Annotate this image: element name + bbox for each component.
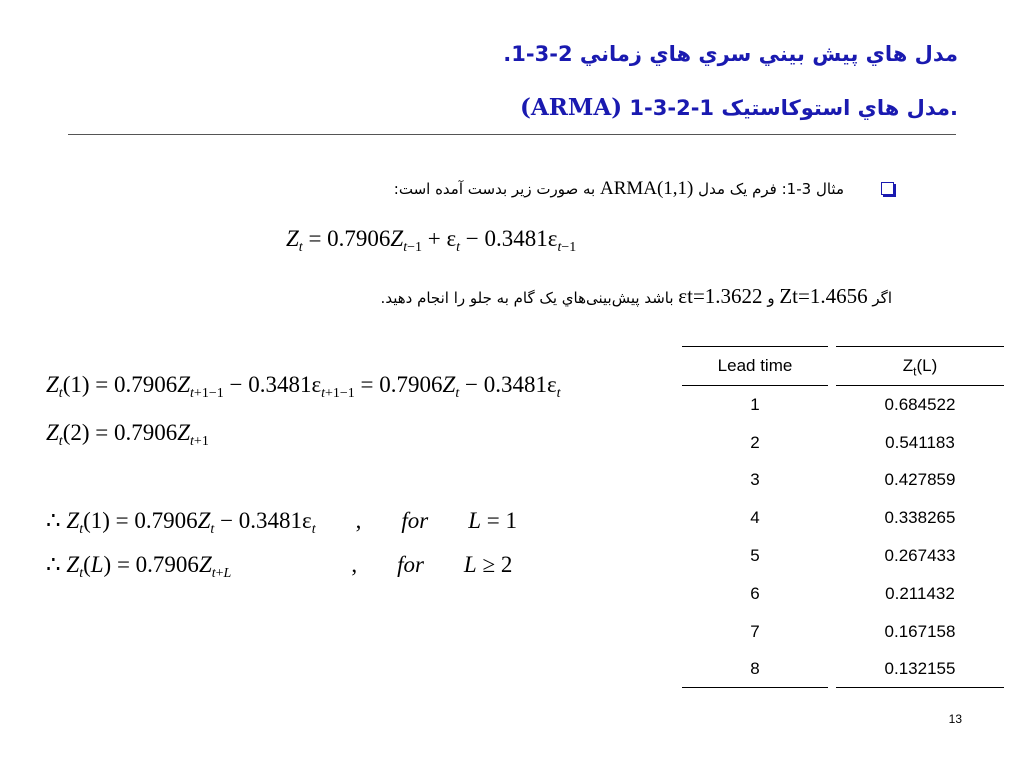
lead-time-cell: 8 bbox=[682, 650, 828, 688]
table-row bbox=[682, 462, 1004, 500]
model-equation: $Z_t = 0.7906Z_{t-1} + \varepsilon_t - 0.3481\varepsilon_{t-1}$ bbox=[286, 226, 577, 255]
table-row bbox=[682, 575, 1004, 613]
forecast-equation-1: $Z_t(1) = 0.7906Z_{t+1-1} - 0.3481\varepsilon_{t+1-1} = 0.7906Z_t - 0.3481\varepsilon_t$ bbox=[46, 372, 561, 401]
forecast-rule-1: ∴ $Z_t(1) = 0.7906Z_t - 0.3481\varepsilon_t$ , for L = 1 bbox=[46, 508, 517, 537]
title-divider bbox=[68, 134, 956, 135]
forecast-cell: 0.427859 bbox=[884, 470, 956, 490]
example-suffix: به صورت زیر بدست آمده است: bbox=[393, 180, 596, 198]
table-row bbox=[682, 386, 1004, 424]
example-prefix: مثال 3-1: فرم یک مدل bbox=[698, 180, 844, 198]
section-title bbox=[503, 42, 958, 66]
lead-time-cell: 5 bbox=[750, 546, 760, 566]
lead-time-cell: 3 bbox=[750, 470, 760, 490]
lead-time-cell: 1 bbox=[750, 394, 760, 414]
table-row bbox=[682, 424, 1004, 462]
forecast-cell: 0.211432 bbox=[885, 583, 955, 603]
subsection-latin: (ARMA) bbox=[520, 94, 623, 121]
forecast-table bbox=[682, 346, 1004, 688]
section-number: 2-3-1. bbox=[503, 42, 573, 66]
model-name: ARMA(1,1) bbox=[599, 178, 694, 199]
table-row bbox=[682, 651, 1004, 689]
header-lead-time: Lead time bbox=[682, 346, 828, 386]
header-forecast: $Z_t(L)$ bbox=[836, 346, 1004, 386]
table-row bbox=[682, 613, 1004, 651]
given-prefix: اگر bbox=[872, 289, 892, 307]
table-row bbox=[682, 537, 1004, 575]
lead-time-cell: 6 bbox=[750, 583, 760, 603]
given-and: و bbox=[767, 289, 775, 307]
page-number: 13 bbox=[948, 712, 962, 726]
table-header-row bbox=[682, 346, 1004, 386]
given-suffix: باشد پیش‌بینی‌هاي یک گام به جلو را انجام دهيد. bbox=[380, 289, 674, 307]
table-row bbox=[682, 499, 1004, 537]
forecast-cell: 0.684522 bbox=[884, 394, 956, 414]
bullet-square-icon bbox=[881, 182, 894, 195]
subsection-title-text: مدل هاي استوكاستيک bbox=[721, 96, 951, 120]
subsection-title bbox=[520, 94, 958, 121]
given-values bbox=[381, 284, 892, 309]
section-title-text: مدل هاي پيش بيني سري هاي زماني bbox=[579, 42, 958, 66]
example-statement bbox=[394, 178, 844, 200]
lead-time-cell: 7 bbox=[750, 621, 760, 641]
forecast-cell: 0.132155 bbox=[836, 650, 1004, 688]
z-given: Zt=1.4656 bbox=[779, 284, 868, 308]
forecast-cell: 0.541183 bbox=[885, 432, 955, 452]
subsection-number: 1-2-3-1. bbox=[629, 96, 958, 120]
lead-time-cell: 2 bbox=[750, 432, 760, 452]
eps-given: εt=1.3622 bbox=[678, 284, 763, 308]
forecast-cell: 0.338265 bbox=[884, 508, 956, 528]
forecast-equation-2: $Z_t(2) = 0.7906Z_{t+1}$ bbox=[46, 420, 209, 449]
forecast-rule-2: ∴ $Z_t(L) = 0.7906Z_{t+L}$ , for L ≥ 2 bbox=[46, 552, 513, 581]
lead-time-cell: 4 bbox=[750, 508, 760, 528]
forecast-cell: 0.267433 bbox=[884, 546, 956, 566]
forecast-cell: 0.167158 bbox=[884, 621, 956, 641]
